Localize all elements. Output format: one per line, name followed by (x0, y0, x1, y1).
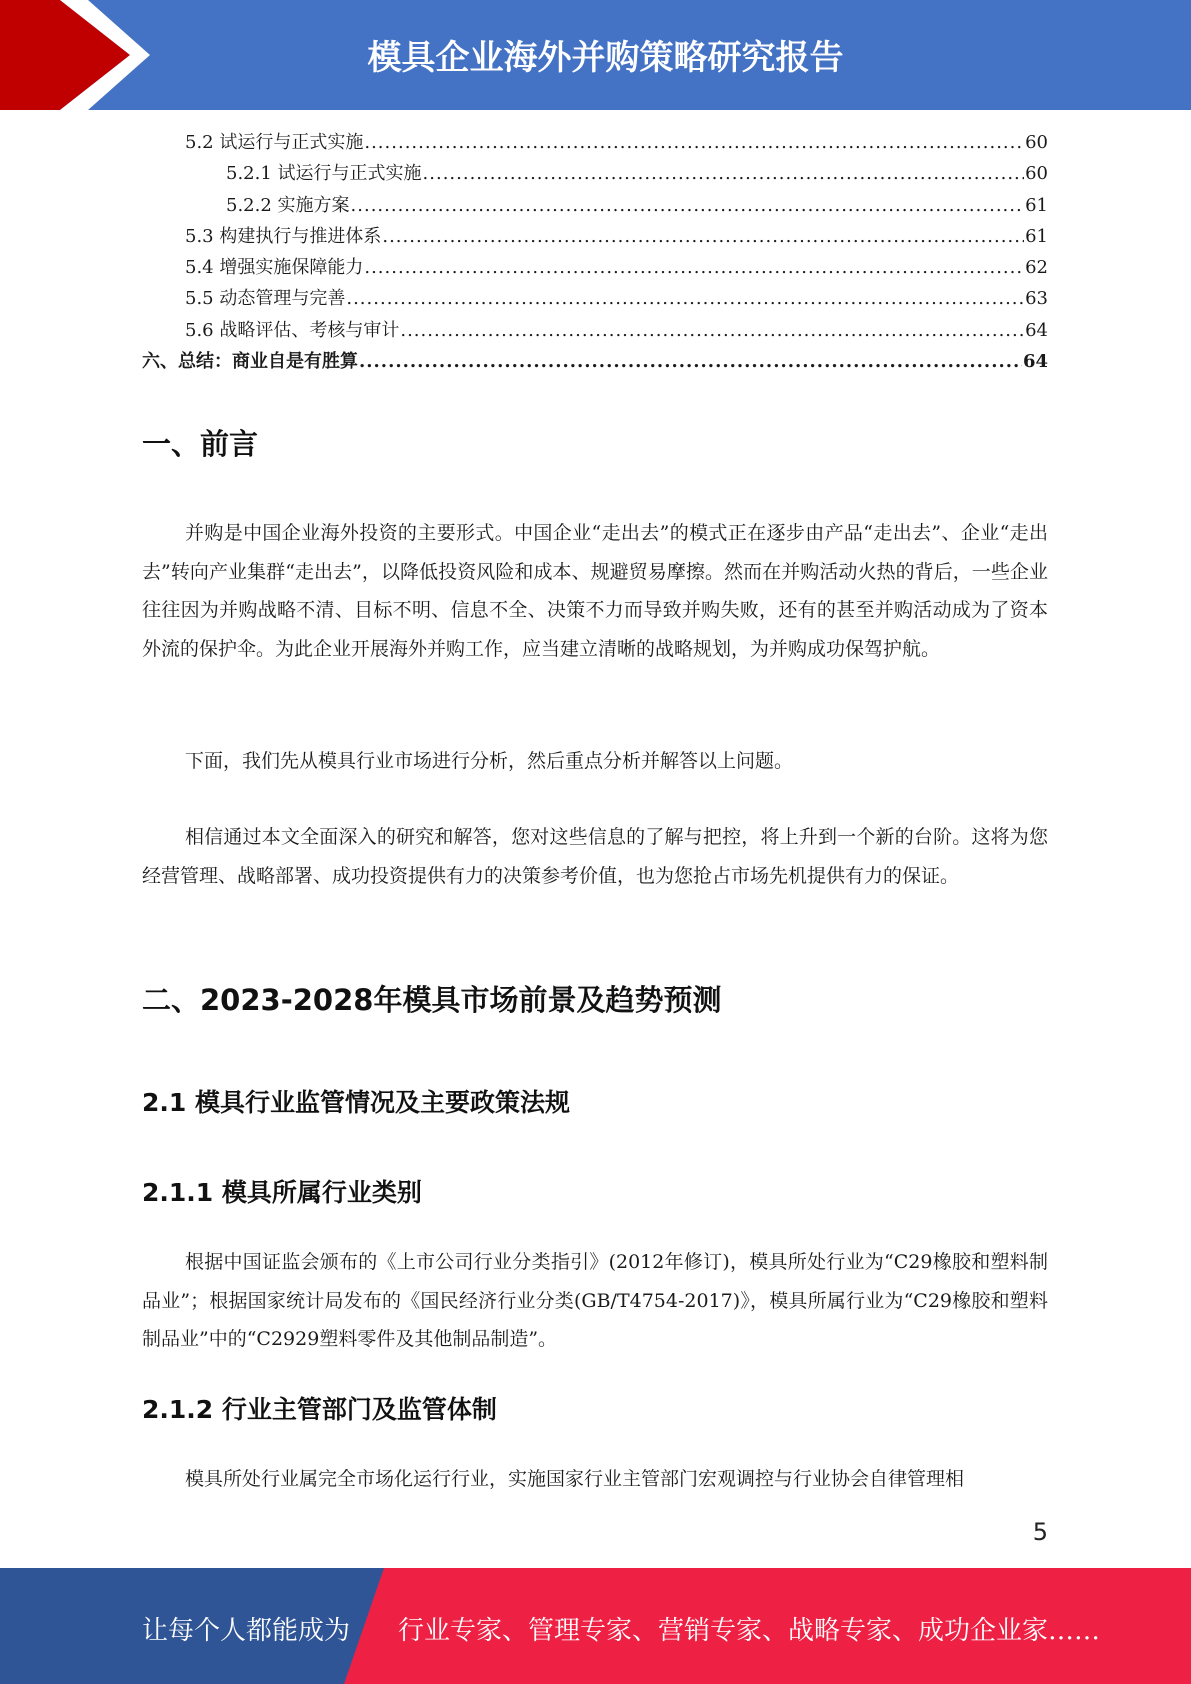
paragraph: 根据中国证监会颁布的《上市公司行业分类指引》(2012年修订)，模具所处行业为“C29橡胶和塑料制品业”；根据国家统计局发布的《国民经济行业分类(GB/T4754-2017)》，模具所属行业为“C29橡胶和塑料制品业”中的“C2929塑料零件及其他制品制造”。 (142, 1251, 1048, 1350)
paragraph: 下面，我们先从模具行业市场进行分析，然后重点分析并解答以上问题。 (185, 750, 794, 772)
toc-entry-page: 60 (1025, 132, 1048, 153)
toc-entry-label: 5.2.1 试运行与正式实施 (226, 163, 422, 185)
toc-entry[interactable] (142, 346, 1048, 377)
toc-entry[interactable] (142, 283, 1048, 314)
subsection-heading: 2.1.2 行业主管部门及监管体制 (142, 1395, 497, 1424)
toc-entry-label: 六、总结：商业自是有胜算 (142, 351, 358, 373)
toc-entry[interactable] (142, 158, 1048, 189)
report-title: 模具企业海外并购策略研究报告 (367, 38, 844, 78)
toc-entry-page: 62 (1025, 257, 1048, 279)
page-number: 5 (1032, 1518, 1048, 1546)
toc-leader-dots (351, 190, 1025, 221)
page-header (0, 0, 1191, 110)
toc-entry[interactable] (142, 127, 1048, 158)
footer-slogan-left: 让每个人都能成为 (142, 1616, 351, 1646)
toc-entry-page: 64 (1025, 319, 1048, 341)
section-heading-market: 二、2023-2028年模具市场前景及趋势预测 (142, 983, 722, 1017)
paragraph: 模具所处行业属完全市场化运行行业，实施国家行业主管部门宏观调控与行业协会自律管理相 (185, 1468, 965, 1490)
subsection-heading: 2.1.1 模具所属行业类别 (142, 1178, 422, 1207)
toc-entry-label: 5.4 增强实施保障能力 (185, 257, 364, 279)
toc-leader-dots (382, 221, 1024, 252)
toc-entry-label: 5.2 试运行与正式实施 (185, 132, 364, 153)
toc-entry[interactable] (142, 252, 1048, 283)
toc-entry[interactable] (142, 315, 1048, 346)
toc-leader-dots (359, 346, 1022, 377)
toc-entry-label: 5.6 战略评估、考核与审计 (185, 319, 400, 341)
toc-leader-dots (364, 127, 1024, 158)
paragraph: 相信通过本文全面深入的研究和解答，您对这些信息的了解与把控，将上升到一个新的台阶。这将为您经营管理、战略部署、成功投资提供有力的决策参考价值，也为您抢占市场先机提供有力的保证。 (142, 826, 1048, 887)
toc-leader-dots (346, 283, 1024, 314)
toc-entry-label: 5.2.2 实施方案 (226, 194, 350, 216)
toc-leader-dots (364, 252, 1024, 283)
table-of-contents (142, 127, 1048, 377)
toc-entry-page: 63 (1025, 288, 1048, 310)
page-footer (0, 1568, 1191, 1684)
toc-entry[interactable] (142, 190, 1048, 221)
toc-entry-page: 64 (1022, 351, 1048, 373)
toc-leader-dots (423, 158, 1025, 189)
toc-entry-page: 60 (1025, 163, 1048, 185)
subsection-heading: 2.1 模具行业监管情况及主要政策法规 (142, 1088, 570, 1117)
toc-entry-label: 5.3 构建执行与推进体系 (185, 225, 382, 247)
toc-entry-page: 61 (1025, 194, 1048, 216)
footer-slogan-right: 行业专家、管理专家、营销专家、战略专家、成功企业家…… (398, 1616, 1101, 1646)
paragraph: 并购是中国企业海外投资的主要形式。中国企业“走出去”的模式正在逐步由产品“走出去”、企业“走出去”转向产业集群“走出去”，以降低投资风险和成本、规避贸易摩擦。然而在并购活动火热的背后，一些企业往往因为并购战略不清、目标不明、信息不全、决策不力而导致并购失败，还有的甚至并购活动成为了资本外流的保护伞。为此企业开展海外并购工作，应当建立清晰的战略规划，为并购成功保驾护航。 (142, 522, 1048, 660)
toc-entry-label: 5.5 动态管理与完善 (185, 288, 346, 310)
toc-entry[interactable] (142, 221, 1048, 252)
section-heading-preface: 一、前言 (142, 427, 259, 461)
toc-leader-dots (400, 315, 1024, 346)
toc-entry-page: 61 (1025, 225, 1048, 247)
